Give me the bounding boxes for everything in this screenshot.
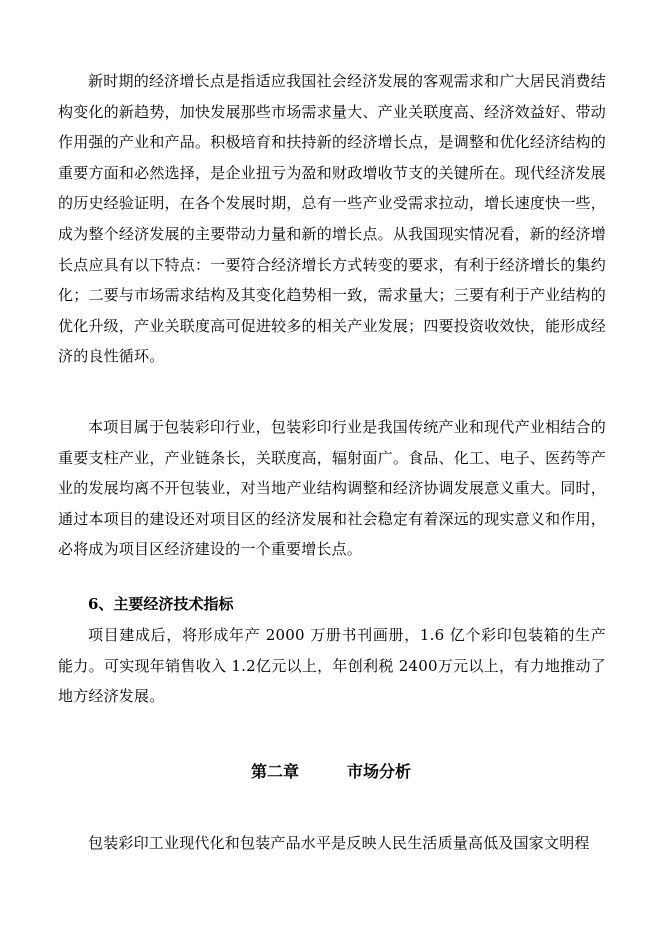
chapter-number: 第二章 [250,762,299,781]
paragraph-market-intro: 包装彩印工业现代化和包装产品水平是反映人民生活质量高低及国家文明程 [88,834,590,852]
paragraph-packaging-industry: 本项目属于包装彩印行业，包装彩印行业是我国传统产业和现代产业相结合的重要支柱产业，产业链条长，关联度高，辐射面广。食品、化工、电子、医药等产业的发展均离不开包装业，对当地产业结构调整和经济协调发展意义重大。同时，通过本项目的建设还对项目区的经济发展和社会稳定有着深远的现实意义和作用，必将成为项目区经济建设的一个重要增长点。 [58,418,606,559]
paragraph-economic-growth-points: 新时期的经济增长点是指适应我国社会经济发展的客观需求和广大居民消费结构变化的新趋势，加快发展那些市场需求量大、产业关联度高、经济效益好、带动作用强的产业和产品。积极培育和扶持新的经济增长点，是调整和优化经济结构的重要方面和必然选择，是企业扭亏为盈和财政增收节支的关键所在。现代经济发展的历史经验证明，在各个发展时期，总有一些产业受需求拉动，增长速度快一些，成为整个经济发展的主要带动力量和新的增长点。从我国现实情况看，新的经济增长点应具有以下特点：一要符合经济增长方式转变的要求，有利于经济增长的集约化；二要与市场需求结构及其变化趋势相一致，需求量大；三要有利于产业结构的优化升级，产业关联度高可促进较多的相关产业发展；四要投资收效快，能形成经济的良性循环。 [58,72,606,366]
chapter-heading [0,757,662,787]
paragraph-project-capacity: 项目建成后，将形成年产 2000 万册书刊画册，1.6 亿个彩印包装箱的生产能力。可实现年销售收入 1.2亿元以上，年创利税 2400万元以上，有力地推动了地方经济发展。 [58,626,606,706]
chapter-title: 市场分析 [347,762,412,781]
section-heading-indicators: 6、主要经济技术指标 [88,595,234,613]
